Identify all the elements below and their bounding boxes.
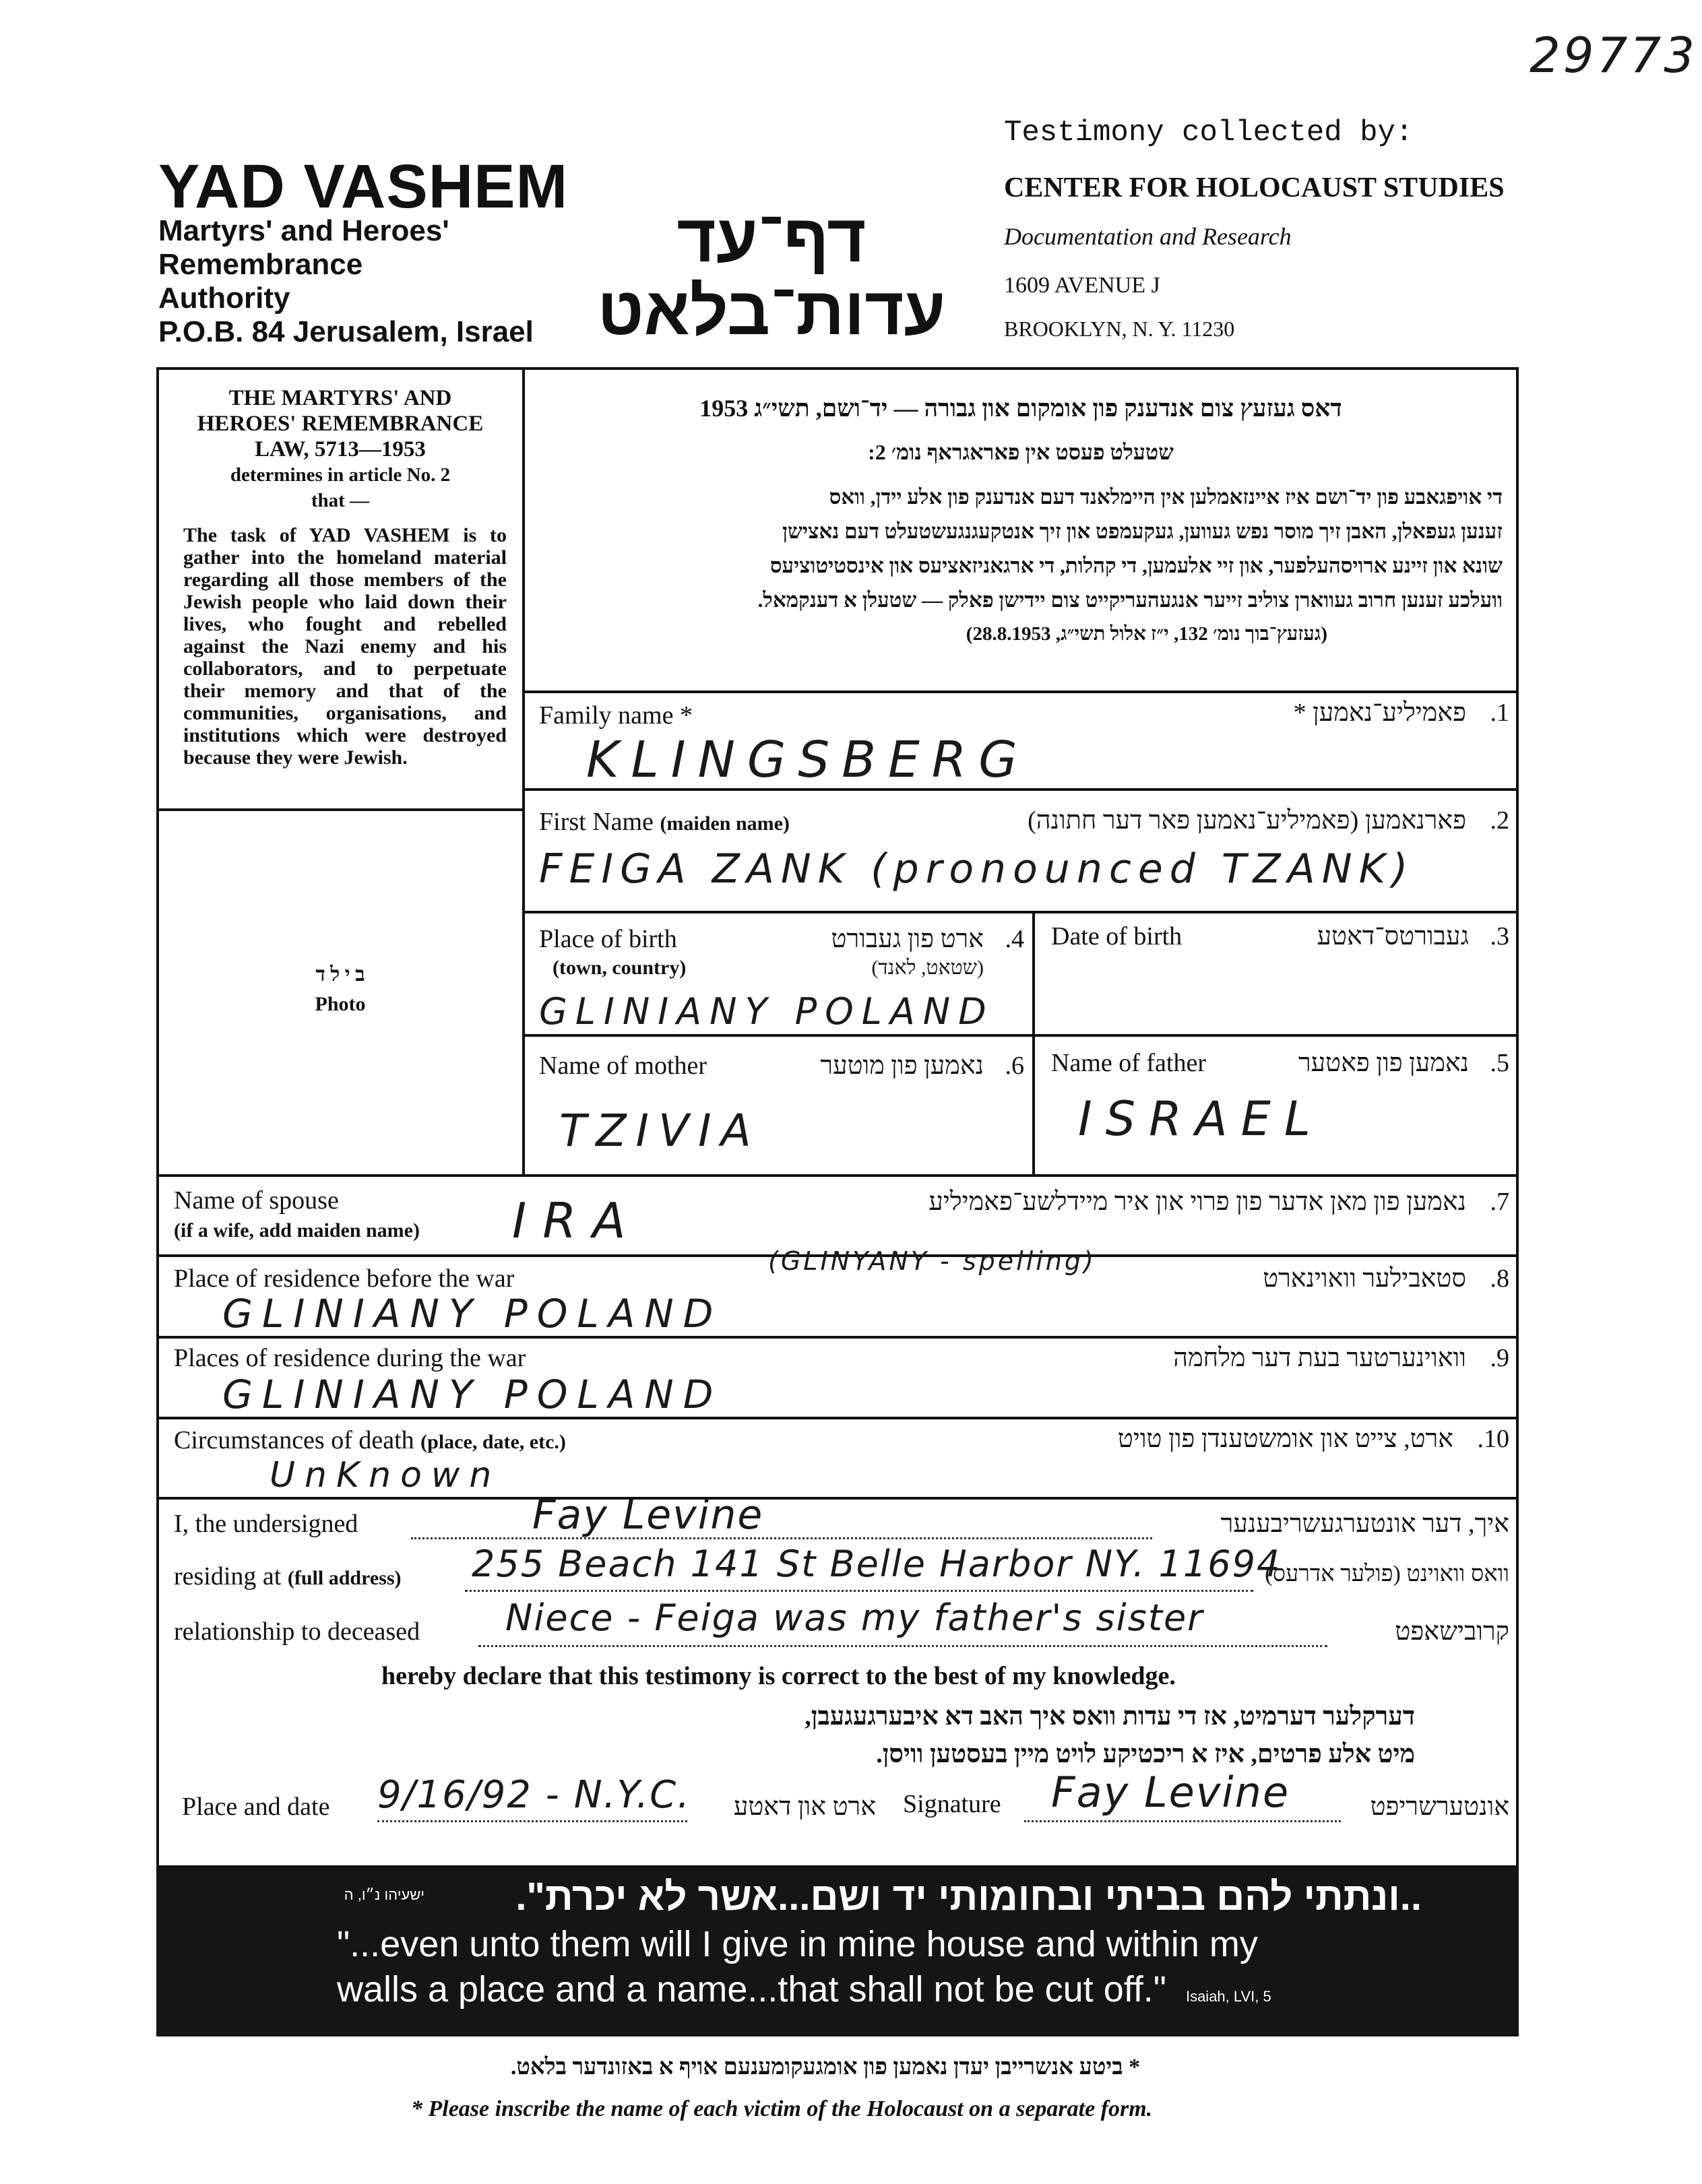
birth-date-label: Date of birth — [1051, 922, 1183, 951]
family-name-yi: פאמיליע־נאמען * — [1293, 699, 1466, 727]
signature-label: Signature — [903, 1790, 1001, 1818]
residence-during-label: Places of residence during the war — [174, 1344, 526, 1372]
divider-parents-bottom — [156, 1174, 1519, 1177]
signature-value[interactable]: Fay Levine — [1051, 1768, 1290, 1817]
declaration-text: hereby declare that this testimony is correct to the best of my knowledge. — [381, 1662, 1176, 1690]
divider-law-bottom — [156, 808, 524, 811]
center-sub: Documentation and Research — [1004, 223, 1292, 250]
law-title-3: LAW, 5713—1953 — [255, 437, 426, 461]
center-name: CENTER FOR HOLOCAUST STUDIES — [1004, 172, 1505, 203]
residence-before-label-yi — [1186, 1264, 1509, 1293]
father-num: 5. — [1490, 1049, 1509, 1077]
hebrew-logo-2: עדות־בלאט — [597, 274, 946, 349]
yiddish-law-citation: (געזעץ־בוך נומ׳ 132, י״ז אלול תשי״ג, 28.8.1953) — [966, 623, 1327, 645]
residence-before-label: Place of residence before the war — [174, 1264, 515, 1293]
relationship-label-yi: קרובישאפט — [1395, 1617, 1509, 1646]
residing-label-note: (full address) — [287, 1567, 402, 1589]
yiddish-law-line-4: וועלכע זענען חרוב געווארן צוליב זייער אנגעהעריקייט צום יידישן פאלק — שטעלן א דענקמאל. — [757, 588, 1503, 612]
relationship-label: relationship to deceased — [174, 1617, 420, 1646]
first-name-label-main: First Name — [539, 808, 654, 836]
mother-num: 6. — [1005, 1052, 1024, 1080]
residence-before-value[interactable]: GLINIANY POLAND — [222, 1291, 723, 1337]
signature-label-yi: אונטערשריפט — [1370, 1793, 1509, 1821]
divider-field10-bottom — [156, 1497, 1519, 1500]
residence-before-note: (GLINYANY - spelling) — [768, 1246, 1096, 1276]
yiddish-law-line-1: די אויפגאבע פון יד־ושם איז איינזאמלען אין היימלאנד דעם אנדענק פון אלע יידן, וואס — [829, 485, 1503, 509]
residing-line — [465, 1588, 1253, 1592]
spouse-yi: נאמען פון מאן אדער פון פרוי און איר מיידלשע־פאמיליע — [928, 1188, 1466, 1216]
photo-label — [259, 963, 421, 1016]
hebrew-logo — [576, 202, 967, 348]
divider-field2-bottom — [522, 911, 1519, 913]
spouse-value[interactable]: IRA — [512, 1192, 642, 1249]
yiddish-law-title: דאס געזעץ צום אנדענק פון אומקום און גבורה — יד־ושם, תשי״ג 1953 — [699, 395, 1342, 422]
center-address-1: 1609 AVENUE J — [1004, 273, 1160, 298]
residence-during-num: 9. — [1490, 1344, 1509, 1372]
banner-english-cite: Isaiah, LVI, 5 — [1185, 1988, 1271, 2005]
yiddish-law — [539, 394, 1503, 465]
father-value[interactable]: ISRAEL — [1078, 1091, 1324, 1147]
birth-place-num: 4. — [1005, 925, 1024, 953]
declaration-yi — [404, 1698, 1415, 1773]
father-label: Name of father — [1051, 1049, 1206, 1077]
first-name-label-note: (maiden name) — [660, 812, 790, 835]
father-yi: נאמען פון פאטער — [1298, 1049, 1469, 1077]
first-name-label — [539, 807, 790, 837]
death-label-yi — [997, 1424, 1509, 1454]
death-label-main: Circumstances of death — [174, 1426, 414, 1454]
declaration-yi-2: מיט אלע פרטים, איז א ריכטיקע לויט מיין בעסטען וויסן. — [876, 1740, 1415, 1768]
mother-value[interactable]: TZIVIA — [559, 1105, 761, 1157]
place-date-label-yi: ארט און דאטע — [733, 1793, 876, 1821]
death-yi: ארט, צייט און אומשטענדן פון טויט — [1117, 1425, 1453, 1453]
birth-place-yi: ארט פון געבורט — [831, 925, 984, 953]
family-name-value[interactable]: KLINGSBERG — [586, 731, 1030, 789]
footer-english: * Please inscribe the name of each victim of the Holocaust on a separate form. — [411, 2096, 1153, 2121]
divider-vertical-left — [522, 367, 525, 1176]
undersigned-label-yi: איך, דער אונטערגעשריבענער — [1220, 1510, 1509, 1538]
mother-yi: נאמען פון מוטער — [820, 1052, 984, 1080]
law-title-5: that — — [311, 490, 370, 511]
place-date-line — [377, 1819, 687, 1822]
org-title: YAD VASHEM — [158, 152, 569, 221]
residence-before-num: 8. — [1490, 1264, 1509, 1293]
yiddish-law-line-3: שונא און זיינע ארויסהעלפער, און זיי אלעמען, די קהלות, די ארגאניזאציעס און אינסטיטוציעס — [769, 554, 1503, 577]
death-value[interactable]: UnKnown — [270, 1455, 501, 1496]
declaration-yi-1: דערקלער דערמיט, אז די עדות וואס איך האב דא איבערגעגעבן, — [805, 1702, 1415, 1731]
banner-english-2 — [337, 1968, 1271, 2010]
undersigned-line — [411, 1536, 1152, 1539]
undersigned-value[interactable]: Fay Levine — [532, 1491, 764, 1539]
family-name-label-yi — [1145, 698, 1509, 728]
residing-label-main: residing at — [174, 1562, 282, 1591]
relationship-line — [478, 1644, 1327, 1647]
birth-place-note-yi: (שטאט, לאנד) — [871, 957, 984, 979]
birth-place-value[interactable]: GLINIANY POLAND — [539, 990, 995, 1033]
divider-yiddish-bottom — [522, 690, 1519, 693]
org-sub-2: Remembrance — [158, 248, 363, 281]
residence-during-label-yi — [1051, 1343, 1509, 1373]
doc-number: 29773 — [1530, 27, 1698, 84]
spouse-num: 7. — [1490, 1188, 1509, 1216]
residence-during-value[interactable]: GLINIANY POLAND — [222, 1372, 723, 1417]
center-address-2: BROOKLYN, N. Y. 11230 — [1004, 317, 1235, 341]
birth-date-num: 3. — [1490, 922, 1509, 951]
banner-english-1: "...even unto them will I give in mine house and within my — [337, 1924, 1258, 1964]
residing-label-yi: וואס וואוינט (פולער אדרעס) — [1265, 1562, 1509, 1586]
undersigned-label: I, the undersigned — [174, 1510, 358, 1538]
org-sub-1: Martyrs' and Heroes' — [158, 214, 449, 247]
signature-line — [1024, 1819, 1341, 1822]
photo-label-english: Photo — [315, 993, 366, 1015]
residing-value[interactable]: 255 Beach 141 St Belle Harbor NY. 11694 — [472, 1543, 1282, 1585]
first-name-yi: פארנאמען (פאמיליע־נאמען פאר דער חתונה) — [1028, 806, 1466, 835]
residence-during-yi: וואוינערטער בעת דער מלחמה — [1173, 1344, 1466, 1372]
yiddish-law-subtitle: שטעלט פעסט אין פאראגראף נומ׳ 2: — [868, 440, 1174, 464]
law-title-1: THE MARTYRS' AND — [228, 386, 452, 410]
first-name-label-yi — [930, 806, 1509, 835]
birth-place-note: (town, country) — [553, 957, 687, 979]
banner-hebrew-text: ..ונתתי להם בביתי ובחומותי יד ושם...אשר לא יכרת". — [515, 1875, 1422, 1919]
law-box — [168, 385, 512, 513]
divider-birth-middle — [1032, 911, 1035, 1176]
death-num: 10. — [1477, 1425, 1509, 1453]
yiddish-law-line-2: זענען געפאלן, האבן זיך מוסר נפש געווען, געקעמפט און זיך אנטקעגנגעשטעלט דעם נאצישן — [782, 519, 1503, 543]
place-date-value[interactable]: 9/16/92 - N.Y.C. — [377, 1773, 691, 1817]
birth-date-label-yi — [1267, 922, 1509, 951]
org-subtitle — [158, 214, 534, 349]
birth-place-label-yi — [741, 924, 1024, 954]
law-body: The task of YAD VASHEM is to gather into the homeland material regarding all those members of the Jewish people who laid down their lives, who fought and rebelled against the Nazi enemy and his collaborators, and to perpetuate their memory and that of the communities, organisations, and institutions which were destroyed because they were Jewish. — [183, 524, 507, 769]
law-title-2: HEROES' REMEMBRANCE — [197, 412, 484, 436]
death-label-note: (place, date, etc.) — [420, 1431, 566, 1453]
mother-label: Name of mother — [539, 1052, 707, 1080]
footer-yiddish: * ביטע אנשרייבן יעדן נאמען פון אומגעקומענעם אויף א באזונדער בלאט. — [510, 2055, 1141, 2080]
yiddish-law-body — [539, 480, 1503, 651]
hebrew-logo-1: דף־עד — [676, 201, 866, 276]
spouse-label: Name of spouse — [174, 1186, 339, 1215]
residing-label — [174, 1562, 402, 1591]
residence-before-yi: סטאבילער וואוינארט — [1263, 1264, 1466, 1293]
spouse-note: (if a wife, add maiden name) — [174, 1219, 420, 1242]
place-date-label: Place and date — [182, 1793, 330, 1821]
divider-field4-bottom — [522, 1034, 1519, 1037]
birth-place-label: Place of birth — [539, 925, 677, 953]
birth-date-yi: געבורטס־דאטע — [1317, 922, 1469, 951]
law-title-4: determines in article No. 2 — [230, 464, 451, 486]
collected-by-label: Testimony collected by: — [1004, 116, 1414, 150]
banner-hebrew-cite: ישעיהו נ״ו, ה — [344, 1886, 424, 1903]
org-sub-4: P.O.B. 84 Jerusalem, Israel — [158, 315, 534, 348]
photo-label-hebrew: ב י ל ד — [315, 963, 365, 986]
father-label-yi — [1267, 1048, 1509, 1078]
mother-label-yi — [748, 1051, 1024, 1081]
banner-hebrew — [438, 1874, 1422, 1919]
death-label — [174, 1425, 566, 1455]
first-name-value[interactable]: FEIGA ZANK (pronounced TZANK) — [539, 845, 1415, 893]
family-name-num: 1. — [1490, 699, 1509, 727]
family-name-label: Family name * — [539, 701, 693, 730]
spouse-label-yi — [728, 1187, 1509, 1217]
first-name-num: 2. — [1490, 806, 1509, 835]
banner-english-2-text: walls a place and a name...that shall not be cut off." — [337, 1969, 1166, 2010]
org-sub-3: Authority — [158, 282, 290, 315]
relationship-value[interactable]: Niece - Feiga was my father's sister — [505, 1597, 1204, 1639]
